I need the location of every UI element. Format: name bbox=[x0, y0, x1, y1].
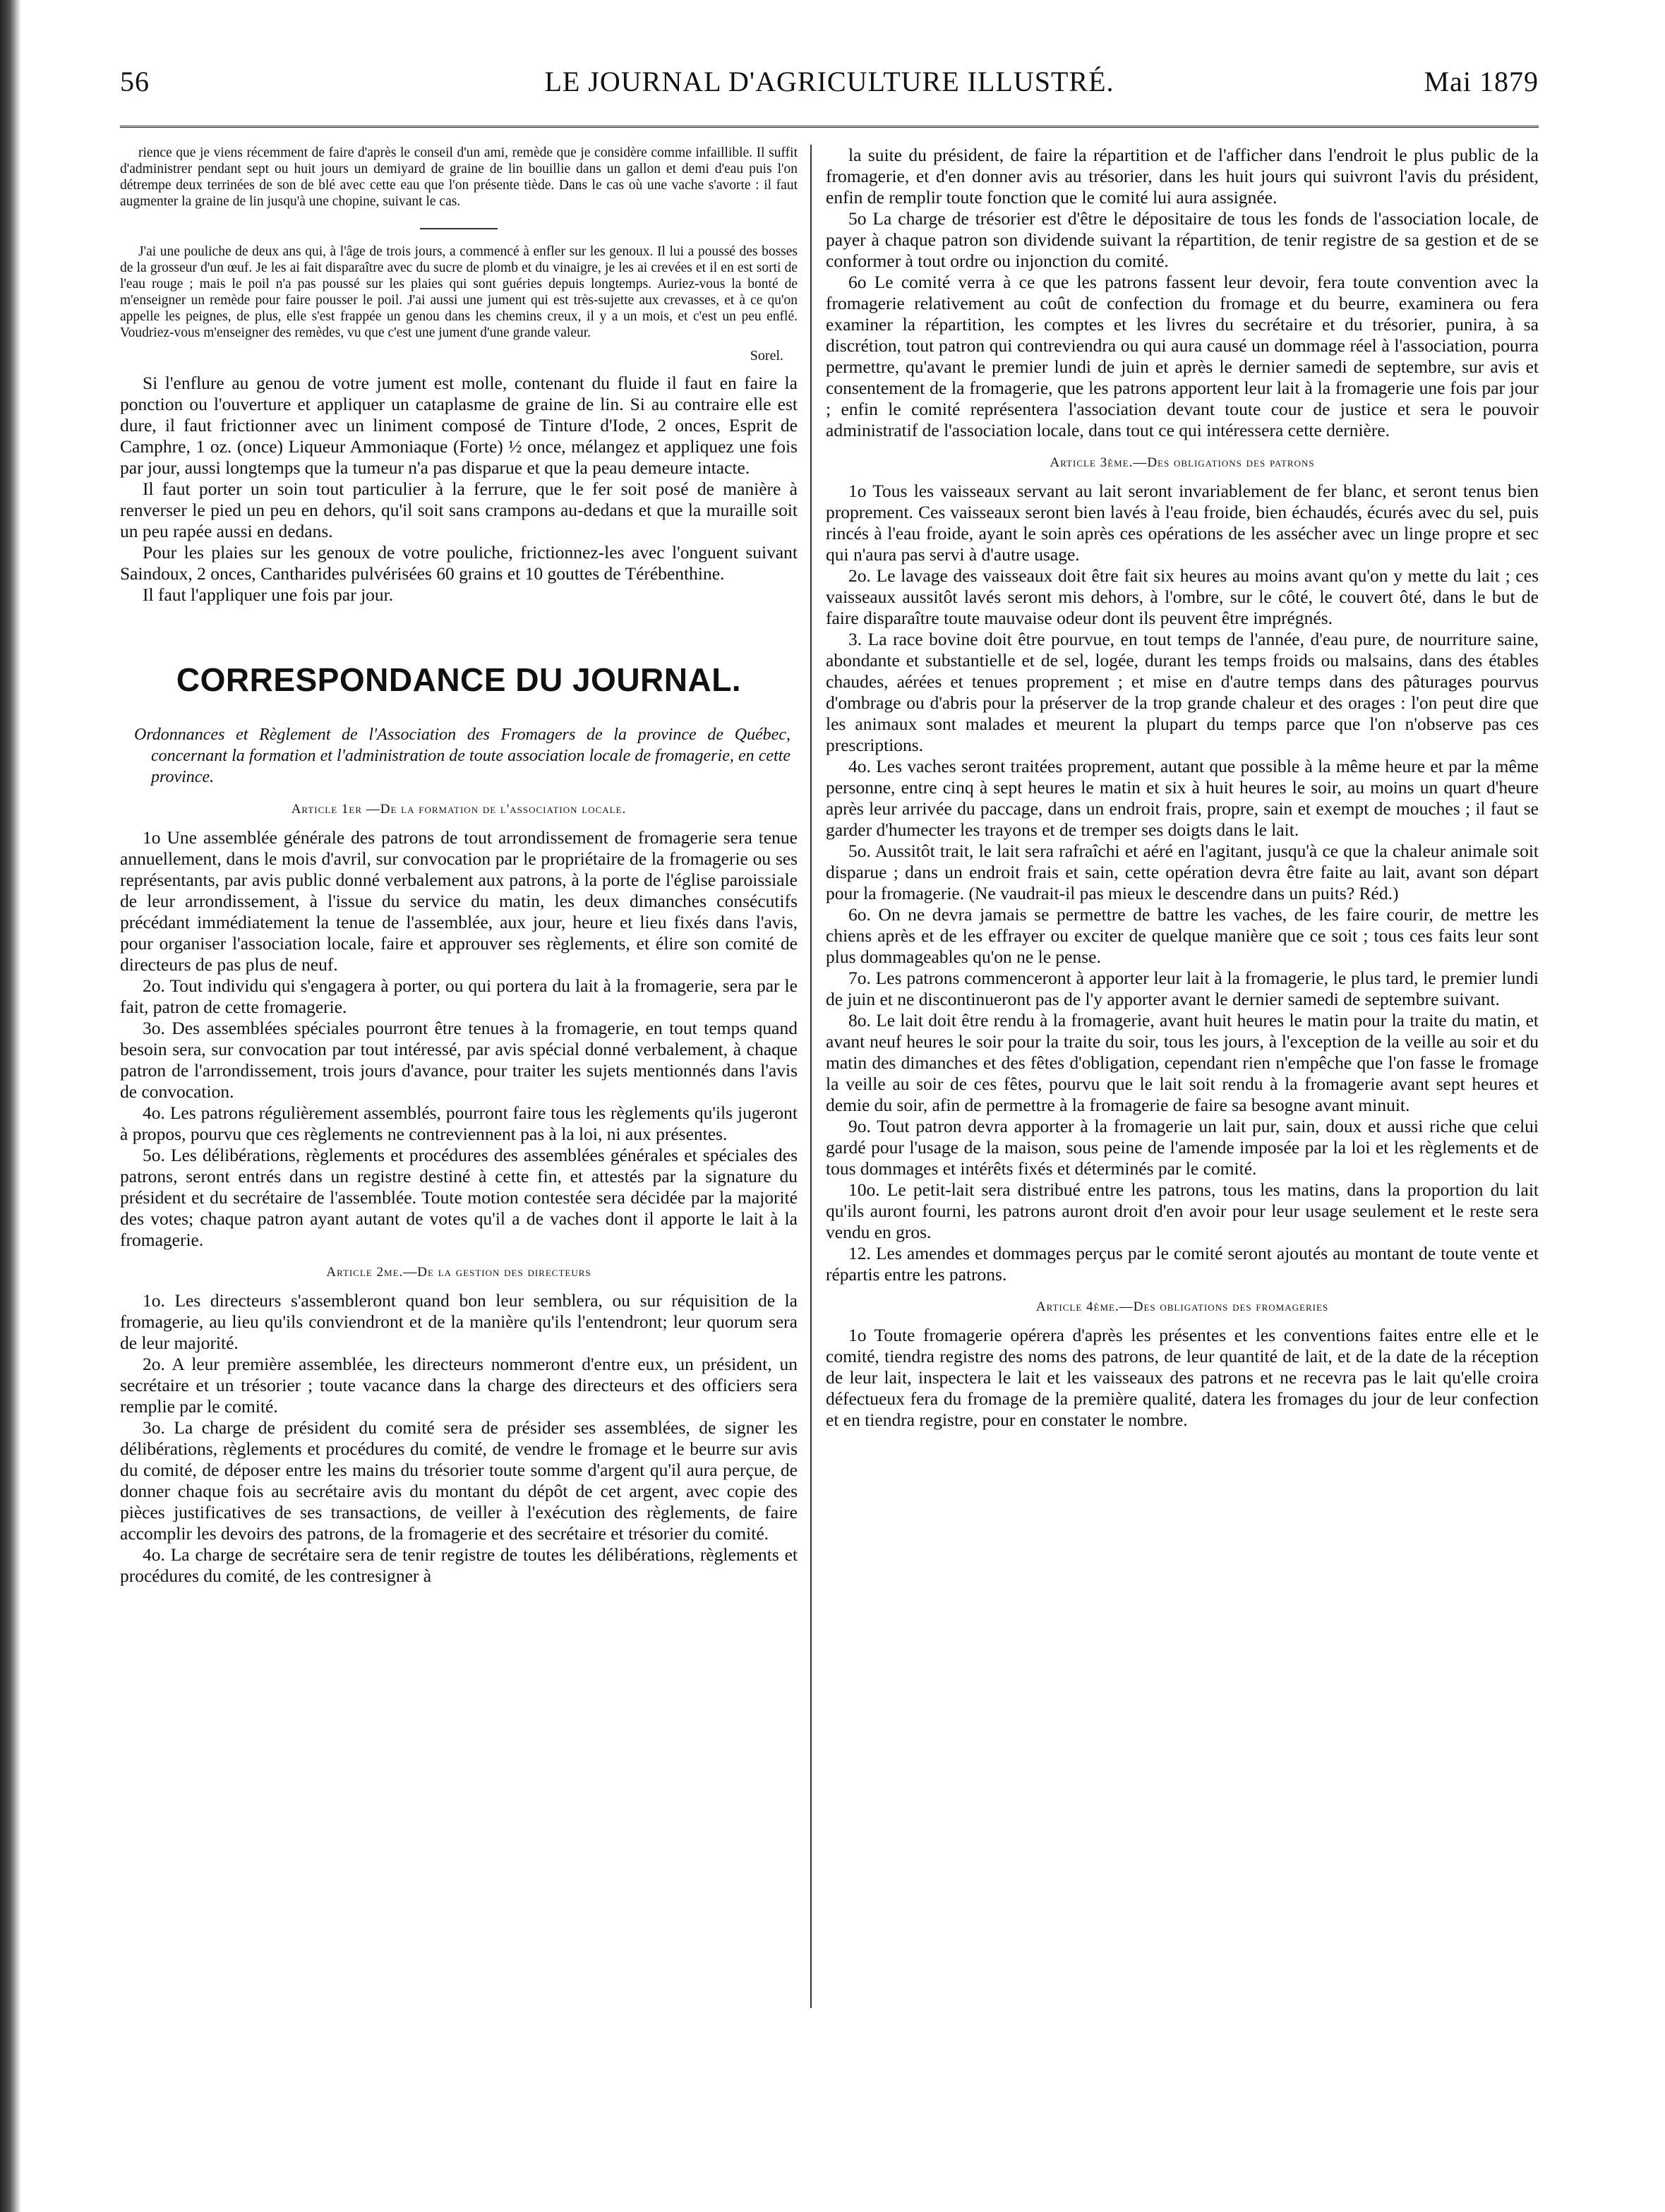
issue-date: Mai 1879 bbox=[1424, 66, 1539, 97]
article-4-heading: Article 4ème.—Des obligations des fromageries bbox=[1035, 1299, 1329, 1314]
article-paragraph: 3o. La charge de président du comité sera de présider ses assemblées, de signer les délibérations, règlements et procédures du comité, de vendre le fromage et le beurre sur avis du comité, de déposer entre les mains du trésorier toute somme d'argent qu'il aura perçue, de donner chaque fois au secrétaire avis du montant du dépôt de cet argent, avec copie des pièces justificatives de ses transactions, de veiller à l'exécution des règlements, de faire accomplir les devoirs des patrons, de la fromagerie et des secrétaire et trésorier du comité. bbox=[120, 1417, 798, 1544]
article-paragraph: 8o. Le lait doit être rendu à la fromagerie, avant huit heures le matin pour la traite du matin, et avant neuf heures le soir pour la traite du soir, tous les jours, à l'exception de la veille au soir et du matin des dimanches et des fêtes d'obligation, cependant rien n'empêche que l'on fasse le fromage la veille au soir de ces fêtes, pourvu que le lait soit rendu à la fromagerie avant sept heures et demie du soir, afin de permettre à la fromagerie de faire sa besogne avant minuit. bbox=[826, 1010, 1539, 1115]
article-paragraph: 2o. Le lavage des vaisseaux doit être fait six heures au moins avant qu'on y mette du lait ; ces vaisseaux aussitôt lavés seront mis dehors, à l'ombre, sur le côté, le couvert ôté, dans le but de faire disparaître toute mauvaise odeur dont ils peuvent être imprégnés. bbox=[826, 565, 1539, 628]
article-paragraph: 5o. Les délibérations, règlements et procédures des assemblées générales et spéciales des patrons, seront entrés dans un registre destiné à cette fin, et attestés par la signature du président et du secrétaire de l'assemblée. Toute motion contestée sera décidée par la majorité des votes; chaque patron ayant autant de votes qu'il a de vaches dont il apporte le lait à la fromagerie. bbox=[120, 1145, 798, 1250]
article-paragraph: 1o Tous les vaisseaux servant au lait seront invariablement de fer blanc, et seront tenus bien proprement. Ces vaisseaux seront bien lavés à l'eau froide, bien échaudés, écurés avec du sel, puis rincés à l'eau froide, ayant le soin après ces opérations de les assécher avec un linge propre et sec qui n'aura pas servi à d'autre usage. bbox=[826, 481, 1539, 565]
header-rule bbox=[120, 126, 1539, 132]
article-paragraph: 9o. Tout patron devra apporter à la fromagerie un lait pur, sain, doux et aussi riche que celui gardé pour l'usage de la maison, sous peine de l'amende imposée par la loi et les règlements et de tous dommages et intérêts fixés et déterminés par le comité. bbox=[826, 1116, 1539, 1179]
article-paragraph: 1o. Les directeurs s'assembleront quand bon leur semblera, ou sur réquisition de la fromagerie, au lieu qu'ils conviendront et de la manière qu'ils l'entendront; leur quorum sera de leur majorité. bbox=[120, 1290, 798, 1353]
article-paragraph: 4o. La charge de secrétaire sera de tenir registre de toutes les délibérations, règlements et procédures du comité, de les contresigner à bbox=[120, 1544, 798, 1586]
article-paragraph: 2o. Tout individu qui s'engagera à porter, ou qui portera du lait à la fromagerie, sera par le fait, patron de cette fromagerie. bbox=[120, 975, 798, 1017]
article-paragraph: 1o Toute fromagerie opérera d'après les présentes et les conventions faites entre elle et le comité, tiendra registre des noms des patrons, de leur quantité de lait, et de la date de la réception de leur lait, inspectera le lait et les vaisseaux des patrons et ne recevra pas le lait qu'elle croira défectueux fera du fromage de la première qualité, datera les fromages du jour de leur confection et en tiendra registre, pour en constater le nombre. bbox=[826, 1325, 1539, 1430]
article-3-heading: Article 3ème.—Des obligations des patrons bbox=[1050, 455, 1315, 470]
article-paragraph: 10o. Le petit-lait sera distribué entre les patrons, tous les matins, dans la proportion du lait qu'ils auront fourni, les patrons auront droit d'en avoir pour leur usage seulement et le reste sera vendu en gros. bbox=[826, 1179, 1539, 1242]
article-2-heading: Article 2me.—De la gestion des directeurs bbox=[326, 1265, 591, 1280]
article-1-body bbox=[120, 827, 798, 1251]
regulations-intro: Ordonnances et Règlement de l'Association des Fromagers de la province de Québec, concernant la formation et l'administration de toute association locale de fromagerie, en cette province. bbox=[134, 726, 791, 786]
letter-one bbox=[120, 145, 798, 210]
article-1-heading: Article 1er —De la formation de l'association locale. bbox=[291, 802, 627, 817]
article-paragraph: 3o. Des assemblées spéciales pourront être tenues à la fromagerie, en tout temps quand besoin sera, sur convocation par tout intéressé, par avis spécial donné verbalement, à chaque patron de l'arrondissement, trois jours d'avance, pour traiter les sujets mentionnés dans l'avis de convocation. bbox=[120, 1018, 798, 1102]
reply-paragraph: Si l'enflure au genou de votre jument est molle, contenant du fluide il faut en faire la ponction ou l'ouverture et appliquer un cataplasme de graine de lin. Si au contraire elle est dure, il faut frictionner avec un liniment composé de Tinture d'Iode, 2 onces, Esprit de Camphre, 1 oz. (once) Liqueur Ammoniaque (Forte) ½ once, mélangez et appliquez une fois par jour, aussi longtemps que la tumeur n'a pas disparue et que la peau demeure intacte. bbox=[120, 373, 798, 478]
article-4-body bbox=[826, 1325, 1539, 1431]
journal-title: LE JOURNAL D'AGRICULTURE ILLUSTRÉ. bbox=[544, 66, 1114, 97]
article-paragraph: 6o. On ne devra jamais se permettre de battre les vaches, de les faire courir, de mettre les chiens après et de les effrayer ou exciter de quelque manière que ce soit ; tous ces faits leur sont plus dommageables qu'on ne le pense. bbox=[826, 904, 1539, 967]
article-paragraph: 7o. Les patrons commenceront à apporter leur lait à la fromagerie, le plus tard, le premier lundi de juin et ne discontinueront pas de l'y apporter avant le dernier samedi de septembre suivant. bbox=[826, 968, 1539, 1009]
letter-two bbox=[120, 244, 798, 364]
article-paragraph: 4o. Les patrons régulièrement assemblés, pourront faire tous les règlements qu'ils jugeront à propos, pourvu que ces règlements ne contreviennent pas à la loi, ni aux présentes. bbox=[120, 1102, 798, 1144]
reply-paragraph: Pour les plaies sur les genoux de votre pouliche, frictionnez-les avec l'onguent suivant Saindoux, 2 onces, Cantharides pulvérisées 60 grains et 10 gouttes de Térébenthine. bbox=[120, 542, 798, 584]
reply-section bbox=[120, 373, 798, 606]
letter-two-signature: Sorel. bbox=[750, 348, 783, 363]
article-paragraph: 5o. Aussitôt trait, le lait sera rafraîchi et aéré en l'agitant, jusqu'à ce que la chaleur animale soit disparue ; dans un endroit frais et sain, cette opération devra être faite au lait, avant son départ pour la fromagerie. (Ne vaudrait-il pas mieux le descendre dans un puits? Réd.) bbox=[826, 841, 1539, 903]
article-paragraph: 4o. Les vaches seront traitées proprement, autant que possible à la même heure et par la même personne, entre cinq à sept heures le matin et six à huit heures le soir, au moins un quart d'heure après leur arrivée du paccage, dans un endroit frais, propre, sain et exempt de mouches ; il faut se garder d'humecter les trayons et de tremper ses doigts dans le lait. bbox=[826, 756, 1539, 840]
article-paragraph: 12. Les amendes et dommages perçus par le comité seront ajoutés au montant de toute vente et répartis entre les patrons. bbox=[826, 1243, 1539, 1285]
article-paragraph: 5o La charge de trésorier est d'être le dépositaire de tous les fonds de l'association locale, de payer à chaque patron son dividende suivant la répartition, de tenir registre de sa gestion et de se conformer à tout ordre ou injonction du comité. bbox=[826, 208, 1539, 271]
right-column bbox=[826, 145, 1539, 1431]
article-paragraph: la suite du président, de faire la répartition et de l'afficher dans l'endroit le plus public de la fromagerie, et d'en donner avis au trésorier, dans les huit jours qui suivront l'avis du président, enfin de remplir toute fonction que le comité lui aura assignée. bbox=[826, 145, 1539, 208]
article-paragraph: 3. La race bovine doit être pourvue, en tout temps de l'année, d'eau pure, de nourriture saine, abondante et substantielle et de sel, logée, durant les temps froids ou malsains, dans des étables chaudes, aérées et tenues proprement ; et mise en d'autre temps dans des pâturages pourvus d'ombrage ou d'abris pour la préserver de la trop grande chaleur et des orages : l'on peut dire que les animaux sont malades et meurent la plupart du temps parce que l'on n'observe pas ces prescriptions. bbox=[826, 629, 1539, 755]
article-2-body bbox=[120, 1290, 798, 1587]
divider-rule bbox=[420, 228, 498, 229]
article-paragraph: 1o Une assemblée générale des patrons de tout arrondissement de fromagerie sera tenue annuellement, dans le mois d'avril, sur convocation par le propriétaire de la fromagerie ou ses représentants, par avis public donné verbalement aux patrons, à la porte de l'église paroissiale de leur arrondissement, à l'issue du service du matin, les deux dimanches consécutifs précédant immédiatement la tenue de l'assemblée, aux jour, heure et lieu fixés dans l'avis, pour organiser l'association locale, faire et approuver ses règlements, et élire son comité de directeurs de pas plus de neuf. bbox=[120, 827, 798, 975]
page-number: 56 bbox=[120, 66, 150, 97]
article-paragraph: 2o. A leur première assemblée, les directeurs nommeront d'entre eux, un président, un secrétaire et un trésorier ; toute vacance dans la charge des directeurs et des officiers sera remplie par le comité. bbox=[120, 1354, 798, 1417]
letter-two-text: J'ai une pouliche de deux ans qui, à l'âge de trois jours, a commencé à enfler sur les genoux. Il lui a poussé des bosses de la grosseur d'un œuf. Je les ai fait disparaître avec du sucre de plomb et du vinaigre, je les ai crevées et il en est sorti de l'eau rouge ; mais le poil n'a pas poussé sur les plaies qui sont guéries depuis longtemps. Auriez-vous la bonté de m'enseigner un remède pour faire pousser le poil. J'ai aussi une jument qui est très-sujette aux crevasses, et à ce qu'on appelle les peignes, de plus, elle s'est frappée un genou dans les chemins creux, il y a un mois, et c'est un peu enflé. Voudriez-vous m'enseigner des remèdes, vu que c'est une jument d'une grande valeur. bbox=[120, 244, 798, 340]
reply-paragraph: Il faut l'appliquer une fois par jour. bbox=[143, 584, 394, 605]
article-paragraph: 6o Le comité verra à ce que les patrons fassent leur devoir, fera toute convention avec la fromagerie relativement au coût de confection du fromage et du beurre, examinera ou fera examiner la répartition, les comptes et les livres du secrétaire et du trésorier, punira, à sa discrétion, tout patron qui contreviendra ou qui aura causé un dommage réel à l'association, pourra permettre, qu'avant le premier lundi de juin et après le dernier samedi de septembre, sur avis et consentement de la fromagerie, que les patrons apportent leur lait à la fromagerie une fois par jour ; enfin le comité représentera l'association devant toute cour de justice et sera le pouvoir administratif de l'association locale, dans tout ce qui intéressera cette dernière. bbox=[826, 272, 1539, 440]
article-3-body bbox=[826, 481, 1539, 1285]
page-header bbox=[120, 61, 1539, 103]
column-divider bbox=[810, 145, 812, 2008]
left-column bbox=[120, 145, 798, 1587]
section-title: CORRESPONDANCE DU JOURNAL. bbox=[176, 661, 742, 698]
reply-paragraph: Il faut porter un soin tout particulier à la ferrure, que le fer soit posé de manière à renverser le pied un peu en dehors, qu'il soit sans crampons au-dedans et que la muraille soit un peu rapée aussi en dedans. bbox=[120, 479, 798, 541]
article-2-continuation bbox=[826, 145, 1539, 441]
letter-one-text: rience que je viens récemment de faire d'après le conseil d'un ami, remède que je considère comme infaillible. Il suffit d'administrer pendant sept ou huit jours un demiyard de graine de lin bouillie dans un gallon et demi d'eau puis l'on détrempe deux terrinées de son de blé avec cette eau que l'on présente tiède. Dans le cas où une vache s'avorte : il faut augmenter la graine de lin jusqu'à une chopine, suivant le cas. bbox=[120, 145, 798, 209]
page-binding-edge bbox=[0, 0, 21, 2212]
